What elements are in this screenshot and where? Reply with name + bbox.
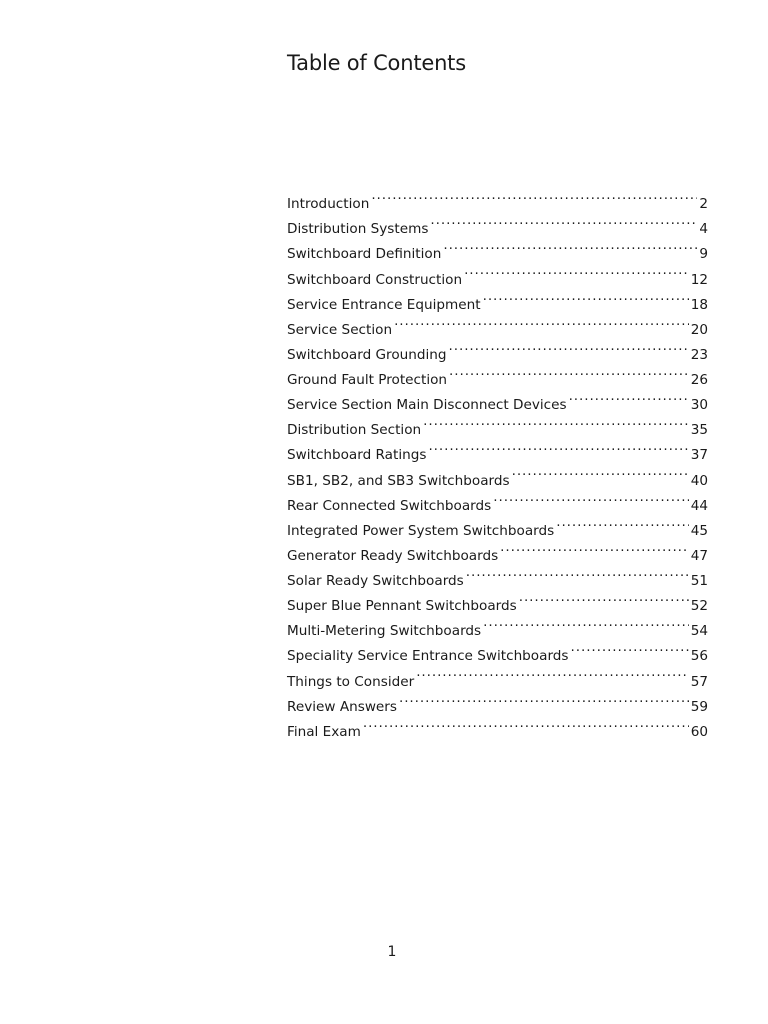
toc-dot-leader [399,686,689,711]
toc-entry-page: 2 [699,196,708,213]
toc-entry-page: 44 [690,497,708,514]
toc-dot-leader [430,208,697,233]
toc-entry-introduction[interactable] [287,183,708,213]
toc-entry-label: Distribution Systems [287,221,429,238]
toc-entry-label: Switchboard Construction [287,271,463,288]
toc-entry-page: 23 [690,346,708,363]
toc-entry-label: Integrated Power System Switchboards [287,522,555,539]
toc-entry-label: Switchboard Grounding [287,346,447,363]
toc-dot-leader [423,409,689,434]
toc-entry-page: 35 [690,422,708,439]
toc-entry-page: 59 [690,698,708,715]
toc-entry-label: Service Section Main Disconnect Devices [287,397,567,414]
toc-entry-page: 60 [690,723,708,740]
toc-entry-label: Switchboard Ratings [287,447,427,464]
toc-entry-label: Generator Ready Switchboards [287,547,499,564]
toc-dot-leader [416,660,689,685]
toc-entry-page: 30 [690,397,708,414]
toc-dot-leader [466,560,689,585]
toc-entry-label: Solar Ready Switchboards [287,573,464,589]
toc-entry-page: 18 [690,296,708,313]
toc-entry-page: 37 [690,447,708,464]
toc-entry-page: 51 [690,573,708,589]
toc-entry-label: Final Exam [287,723,361,740]
toc-dot-leader [428,434,688,459]
toc-entry-label: Switchboard Definition [287,246,442,263]
toc-dot-leader [571,635,689,660]
toc-dot-leader [556,510,688,535]
toc-dot-leader [443,233,697,258]
toc-entry-page: 54 [690,623,708,640]
toc-entry-page: 57 [690,673,708,690]
toc-dot-leader [483,610,689,635]
toc-dot-leader [394,309,689,334]
toc-entry-page: 4 [699,221,708,238]
page-title: Table of Contents [287,51,466,75]
toc-entry-page: 20 [690,321,708,338]
toc-dot-leader [500,535,689,560]
toc-entry-page: 52 [690,598,708,615]
toc-entry-label: SB1, SB2, and SB3 Switchboards [287,472,510,489]
toc-entry-label: Service Section [287,321,393,338]
toc-entry-label: Speciality Service Entrance Switchboards [287,648,569,665]
toc-entry-page: 56 [690,648,708,665]
toc-dot-leader [483,284,689,309]
toc-dot-leader [464,258,689,283]
toc-entry-label: Rear Connected Switchboards [287,497,492,514]
toc-dot-leader [449,359,689,384]
toc-entry-page: 26 [690,372,708,388]
toc-entry-page: 12 [690,271,708,288]
toc-dot-leader [493,485,688,510]
toc-entry-label: Super Blue Pennant Switchboards [287,598,517,615]
table-of-contents [287,183,708,740]
toc-entry-page: 9 [699,246,708,263]
page-number: 1 [387,944,397,960]
toc-entry-label: Service Entrance Equipment [287,296,481,313]
toc-entry-page: 40 [690,472,708,489]
toc-dot-leader [363,711,689,736]
toc-entry-page: 45 [690,522,708,539]
toc-entry-label: Introduction [287,196,370,213]
toc-entry-label: Things to Consider [287,673,415,690]
toc-entry-label: Multi-Metering Switchboards [287,623,482,640]
toc-dot-leader [512,459,689,484]
toc-entry-page: 47 [690,547,708,564]
toc-dot-leader [371,183,697,208]
toc-entry-label: Review Answers [287,698,397,715]
toc-dot-leader [519,585,689,610]
toc-entry-label: Ground Fault Protection [287,372,448,388]
toc-entry-label: Distribution Section [287,422,422,439]
toc-dot-leader [449,334,689,359]
toc-dot-leader [569,384,689,409]
